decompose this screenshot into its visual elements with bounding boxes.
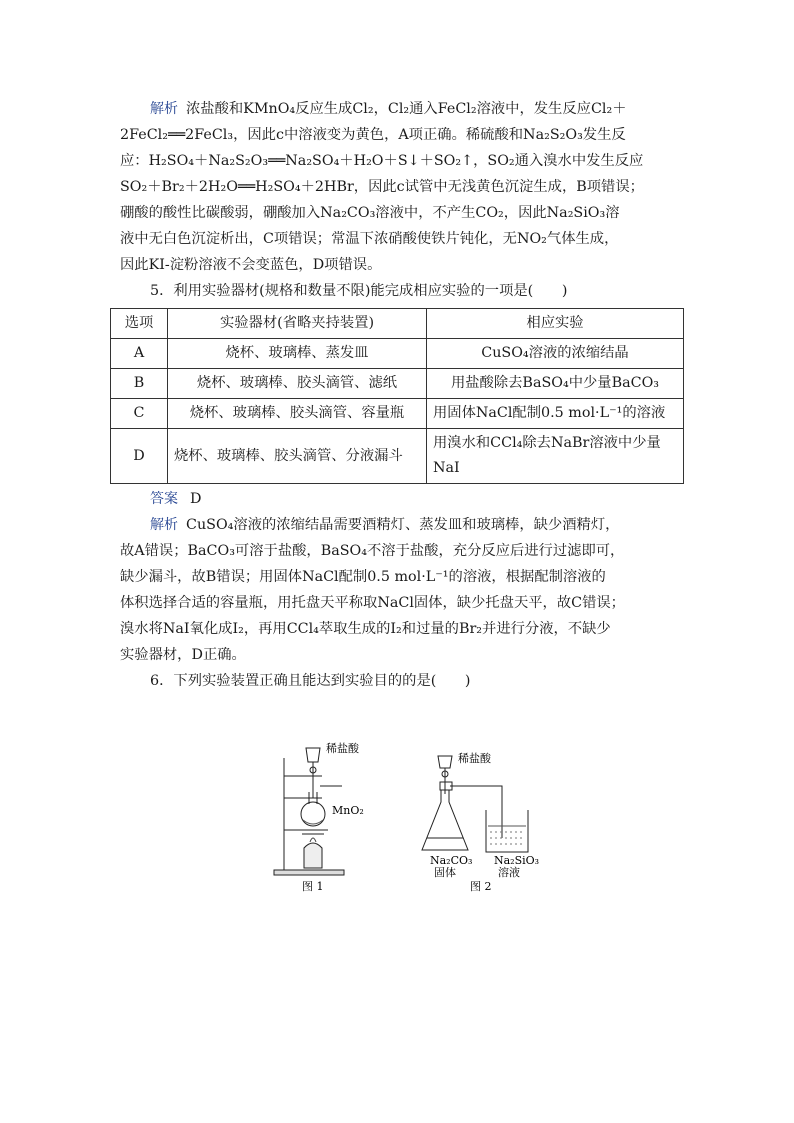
question-6-stem: 6．下列实验装置正确且能达到实验目的的是( ) [150, 673, 471, 689]
option-equipment: 烧杯、玻璃棒、胶头滴管、分液漏斗 [168, 429, 427, 484]
analysis-line: 浓盐酸和KMnO₄反应生成Cl₂，Cl₂通入FeCl₂溶液中，发生反应Cl₂＋ [186, 101, 627, 117]
answer-value: D [190, 491, 202, 507]
analysis-line: 因此KI-淀粉溶液不会变蓝色，D项错误。 [120, 257, 382, 273]
fig2-left-label-2: 固体 [434, 866, 456, 879]
answer-line [120, 486, 676, 512]
option-equipment: 烧杯、玻璃棒、蒸发皿 [168, 339, 427, 369]
fig2-left-label: Na₂CO₃ [430, 854, 473, 867]
table-header-row [111, 309, 684, 339]
option-experiment: 用盐酸除去BaSO₄中少量BaCO₃ [427, 369, 684, 399]
table-header: 选项 [111, 309, 168, 339]
option-experiment: 用溴水和CCl₄除去NaBr溶液中少量NaI [427, 429, 684, 484]
table-row [111, 339, 684, 369]
figure-2-apparatus [422, 756, 528, 852]
apparatus-figures [262, 738, 562, 898]
options-table [110, 308, 684, 484]
fig2-acid-label: 稀盐酸 [458, 752, 491, 765]
analysis-label: 解析 [150, 517, 178, 533]
table-row [111, 369, 684, 399]
table-header: 实验器材(省略夹持装置) [168, 309, 427, 339]
answer-label: 答案 [150, 491, 178, 507]
option-key: D [111, 429, 168, 484]
table-header: 相应实验 [427, 309, 684, 339]
fig2-right-label-2: 溶液 [498, 866, 520, 879]
analysis-line: CuSO₄溶液的浓缩结晶需要酒精灯、蒸发皿和玻璃棒，缺少酒精灯， [186, 517, 620, 533]
table-row [111, 429, 684, 484]
document-page [120, 96, 676, 694]
analysis-paragraph-1 [120, 96, 676, 278]
option-experiment: 用固体NaCl配制0.5 mol·L⁻¹的溶液 [427, 399, 684, 429]
analysis-line: 故A错误；BaCO₃可溶于盐酸，BaSO₄不溶于盐酸，充分反应后进行过滤即可， [120, 543, 625, 559]
analysis-label: 解析 [150, 101, 178, 117]
table-row [111, 399, 684, 429]
option-key: A [111, 339, 168, 369]
fig2-caption: 图 2 [470, 880, 492, 893]
option-key: B [111, 369, 168, 399]
fig1-caption: 图 1 [302, 880, 324, 893]
fig1-acid-label: 稀盐酸 [326, 742, 359, 755]
analysis-line: 实验器材，D正确。 [120, 647, 246, 663]
fig1-reagent-label: MnO₂ [332, 804, 364, 817]
question-5-stem: 5．利用实验器材(规格和数量不限)能完成相应实验的一项是( ) [150, 283, 568, 299]
analysis-line: 2FeCl₂══2FeCl₃，因此c中溶液变为黄色，A项正确。稀硫酸和Na₂S₂O₃发生反 [120, 127, 626, 143]
option-experiment: CuSO₄溶液的浓缩结晶 [427, 339, 684, 369]
analysis-line: 体积选择合适的容量瓶，用托盘天平称取NaCl固体，缺少托盘天平，故C错误； [120, 595, 625, 611]
analysis-line: 应：H₂SO₄＋Na₂S₂O₃══Na₂SO₄＋H₂O＋S↓＋SO₂↑，SO₂通入溴水中发生反应 [120, 153, 644, 169]
option-equipment: 烧杯、玻璃棒、胶头滴管、滤纸 [168, 369, 427, 399]
apparatus-diagram [262, 738, 562, 898]
option-key: C [111, 399, 168, 429]
fig2-right-label: Na₂SiO₃ [494, 854, 540, 867]
analysis-line: SO₂＋Br₂＋2H₂O══H₂SO₄＋2HBr，因此c试管中无浅黄色沉淀生成，B项错误； [120, 179, 644, 195]
analysis-line: 液中无白色沉淀析出，C项错误；常温下浓硝酸使铁片钝化，无NO₂气体生成， [120, 231, 619, 247]
analysis-line: 溴水将NaI氧化成I₂，再用CCl₄萃取生成的I₂和过量的Br₂并进行分液，不缺少 [120, 621, 611, 637]
analysis-line: 缺少漏斗，故B错误；用固体NaCl配制0.5 mol·L⁻¹的溶液，根据配制溶液的 [120, 569, 606, 585]
analysis-paragraph-2 [120, 512, 676, 668]
analysis-line: 硼酸的酸性比碳酸弱，硼酸加入Na₂CO₃溶液中，不产生CO₂，因此Na₂SiO₃溶 [120, 205, 620, 221]
option-equipment: 烧杯、玻璃棒、胶头滴管、容量瓶 [168, 399, 427, 429]
